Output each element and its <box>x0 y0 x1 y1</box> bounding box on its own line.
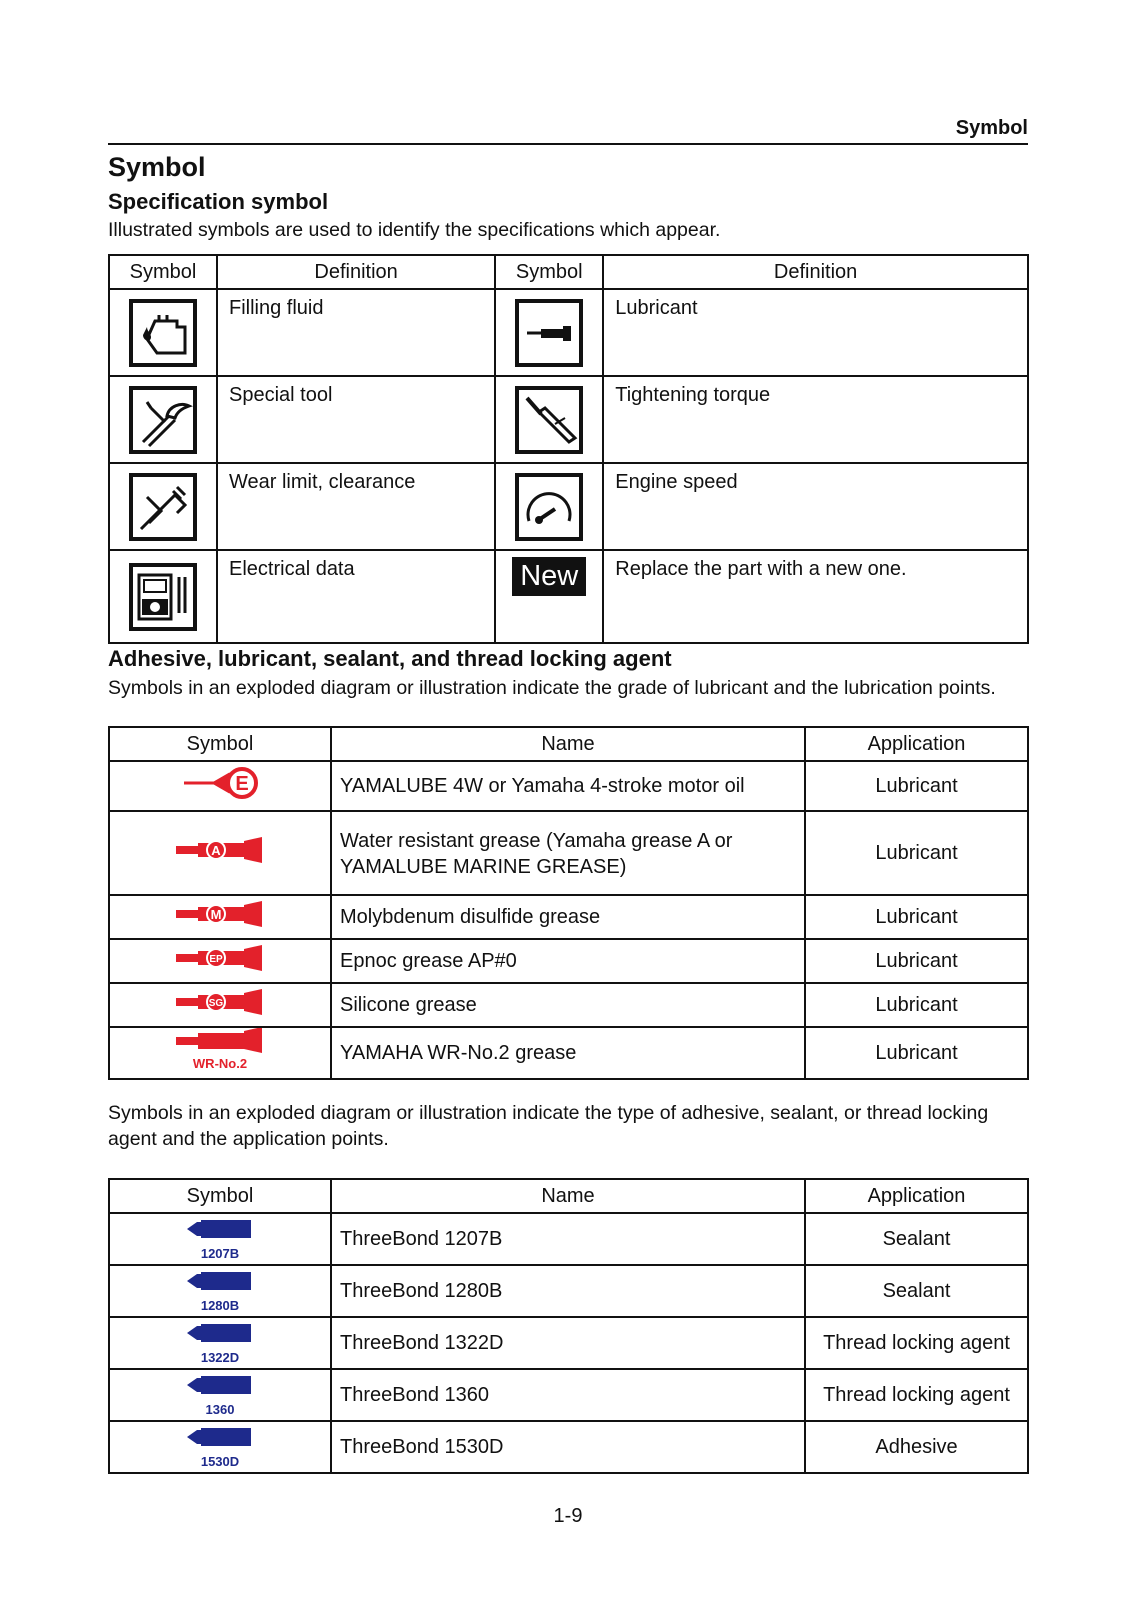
oil-can-icon <box>129 299 197 367</box>
name-cell: ThreeBond 1280B <box>331 1265 805 1317</box>
name-cell: ThreeBond 1530D <box>331 1421 805 1473</box>
column-header: Definition <box>603 255 1028 289</box>
grease-gun-icon <box>515 299 583 367</box>
definition-cell: Tightening torque <box>603 376 1028 463</box>
grease-sg-icon <box>174 987 266 1017</box>
column-header: Symbol <box>109 727 331 761</box>
section-intro-specification: Illustrated symbols are used to identify the specifications which appear. <box>108 219 721 241</box>
symbol-cell <box>109 1369 331 1421</box>
table-row <box>109 939 1028 983</box>
symbol-cell <box>109 376 217 463</box>
table-row <box>109 289 1028 376</box>
page-title: Symbol <box>108 152 206 182</box>
column-header: Symbol <box>109 255 217 289</box>
adhesive-tube-icon <box>185 1426 255 1448</box>
sealant-code-label: 1280B <box>200 1297 240 1313</box>
application-cell: Thread locking agent <box>805 1369 1028 1421</box>
table-row <box>109 1213 1028 1265</box>
grease-wr-icon <box>174 1028 266 1072</box>
name-cell: Epnoc grease AP#0 <box>331 939 805 983</box>
thread-lock-tube-icon <box>185 1374 255 1396</box>
name-cell: ThreeBond 1360 <box>331 1369 805 1421</box>
symbol-cell <box>109 1213 331 1265</box>
table-row <box>109 1265 1028 1317</box>
tachometer-icon <box>515 473 583 541</box>
name-cell: ThreeBond 1207B <box>331 1213 805 1265</box>
grease-a-icon <box>174 835 266 865</box>
definition-cell: Engine speed <box>603 463 1028 550</box>
symbol-mark: WR-No.2 <box>192 1056 248 1071</box>
table-row <box>109 1027 1028 1079</box>
column-header: Application <box>805 727 1028 761</box>
definition-cell: Electrical data <box>217 550 495 643</box>
table-row <box>109 1369 1028 1421</box>
sealant-code-label: 1360 <box>205 1401 235 1417</box>
symbol-cell <box>109 1027 331 1079</box>
symbol-cell <box>109 1265 331 1317</box>
table-header-row <box>109 1179 1028 1213</box>
definition-cell: Filling fluid <box>217 289 495 376</box>
symbol-cell <box>109 289 217 376</box>
application-cell: Lubricant <box>805 811 1028 895</box>
table-row <box>109 1317 1028 1369</box>
symbol-cell <box>109 811 331 895</box>
symbol-cell <box>495 550 603 643</box>
adhesive-sealant-table <box>108 1178 1029 1474</box>
application-cell: Lubricant <box>805 761 1028 811</box>
thread-lock-tube-icon <box>185 1322 255 1344</box>
section-intro-lubricant: Symbols in an exploded diagram or illustration indicate the grade of lubricant and the lubrication points. <box>108 677 996 699</box>
definition-cell: Replace the part with a new one. <box>603 550 1028 643</box>
multimeter-icon <box>129 563 197 631</box>
symbol-cell <box>495 463 603 550</box>
symbol-cell <box>109 1421 331 1473</box>
grease-m-icon <box>174 899 266 929</box>
symbol-cell <box>109 983 331 1027</box>
column-header: Application <box>805 1179 1028 1213</box>
symbol-cell <box>109 895 331 939</box>
torque-wrench-icon <box>515 386 583 454</box>
application-cell: Adhesive <box>805 1421 1028 1473</box>
application-cell: Sealant <box>805 1213 1028 1265</box>
grease-ep-icon <box>174 943 266 973</box>
definition-cell: Special tool <box>217 376 495 463</box>
symbol-mark: EP <box>209 954 223 965</box>
table-header-row <box>109 255 1028 289</box>
sealant-code-label: 1207B <box>200 1245 240 1261</box>
column-header: Definition <box>217 255 495 289</box>
symbol-cell <box>109 1317 331 1369</box>
symbol-cell <box>495 376 603 463</box>
column-header: Name <box>331 727 805 761</box>
sealant-code-label: 1322D <box>200 1349 240 1365</box>
definition-cell: Lubricant <box>603 289 1028 376</box>
name-cell: Molybdenum disulfide grease <box>331 895 805 939</box>
symbol-cell <box>109 463 217 550</box>
sealant-tube-icon <box>185 1218 255 1240</box>
specification-symbol-table <box>108 254 1029 644</box>
oil-e-icon <box>180 766 260 800</box>
application-cell: Lubricant <box>805 1027 1028 1079</box>
sealant-code-label: 1530D <box>200 1453 240 1469</box>
lubricant-table <box>108 726 1029 1080</box>
column-header: Symbol <box>495 255 603 289</box>
name-cell: Silicone grease <box>331 983 805 1027</box>
new-part-badge: New <box>512 557 586 596</box>
name-cell: YAMAHA WR-No.2 grease <box>331 1027 805 1079</box>
definition-cell: Wear limit, clearance <box>217 463 495 550</box>
table-header-row <box>109 727 1028 761</box>
section-heading-specification: Specification symbol <box>108 189 329 214</box>
application-cell: Lubricant <box>805 939 1028 983</box>
name-cell: ThreeBond 1322D <box>331 1317 805 1369</box>
application-cell: Thread locking agent <box>805 1317 1028 1369</box>
symbol-mark: E <box>235 773 249 795</box>
name-cell: Water resistant grease (Yamaha grease A or YAMALUBE MARINE GREASE) <box>331 811 805 895</box>
application-cell: Sealant <box>805 1265 1028 1317</box>
running-head: Symbol <box>955 117 1028 139</box>
table-row <box>109 761 1028 811</box>
application-cell: Lubricant <box>805 895 1028 939</box>
symbol-cell <box>109 550 217 643</box>
symbol-cell <box>109 761 331 811</box>
table-row <box>109 983 1028 1027</box>
symbol-cell <box>495 289 603 376</box>
table-row <box>109 550 1028 643</box>
table-row <box>109 376 1028 463</box>
sealant-tube-icon <box>185 1270 255 1292</box>
section-intro-adhesive: Symbols in an exploded diagram or illustration indicate the type of adhesive, sealant, or thread locking agent and the application points. <box>108 1102 989 1150</box>
table-row <box>109 463 1028 550</box>
section-heading-adhesive: Adhesive, lubricant, sealant, and thread locking agent <box>108 646 672 671</box>
table-row <box>109 1421 1028 1473</box>
column-header: Name <box>331 1179 805 1213</box>
table-row <box>109 895 1028 939</box>
table-row <box>109 811 1028 895</box>
symbol-cell <box>109 939 331 983</box>
name-cell: YAMALUBE 4W or Yamaha 4-stroke motor oil <box>331 761 805 811</box>
special-tool-icon <box>129 386 197 454</box>
page-number: 1-9 <box>553 1505 583 1527</box>
header-rule <box>108 143 1028 145</box>
caliper-icon <box>129 473 197 541</box>
symbol-mark: A <box>211 843 221 858</box>
column-header: Symbol <box>109 1179 331 1213</box>
symbol-mark: M <box>210 907 222 922</box>
application-cell: Lubricant <box>805 983 1028 1027</box>
symbol-mark: SG <box>208 998 224 1009</box>
